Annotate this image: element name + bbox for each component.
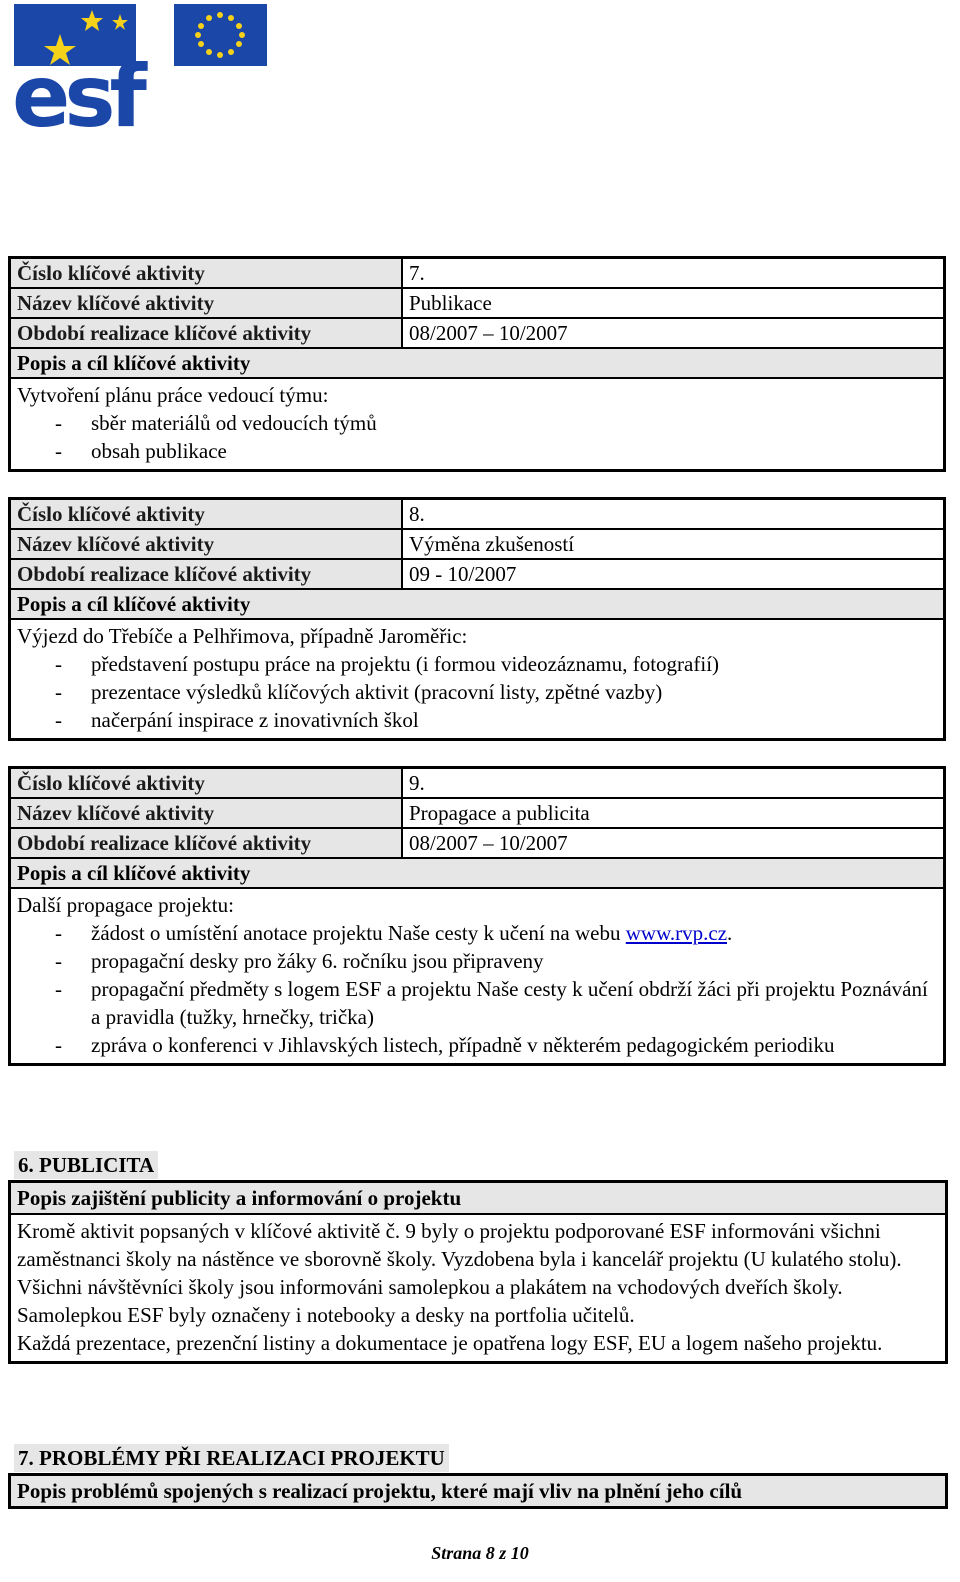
publicity-box [8,1180,948,1364]
label-name: Název klíčové aktivity [11,289,403,317]
activity-number: 8. [409,502,425,526]
section-6-title: 6. PUBLICITA [14,1151,158,1179]
list-item [17,919,937,947]
activity-table-9 [8,766,946,1066]
list-item: - načerpání inspirace z inovativních škol [17,706,937,734]
activity-description [11,379,943,469]
list-item: - sběr materiálů od vedoucích týmů [17,409,937,437]
item-end: . [727,921,733,945]
activity-number: 7. [409,261,425,285]
activity-name: Publikace [409,291,492,315]
activity-period: 08/2007 – 10/2007 [409,831,568,855]
rvp-link[interactable]: www.rvp.cz [625,921,728,945]
item-text: žádost o umístění anotace projektu Naše cesty k učení na webu [91,921,626,945]
activity-period: 08/2007 – 10/2007 [409,321,568,345]
section-7-title: 7. PROBLÉMY PŘI REALIZACI PROJEKTU [14,1444,449,1472]
esf-eu-logo [12,2,272,132]
paragraph: Kromě aktivit popsaných v klíčové aktivitě č. 9 byly o projektu podporované ESF informováni všichni zaměstnanci školy na nástěnce ve sborovně školy. Vyzdobena byla i kancelář projektu (U kulatého stolu). Všichni návštěvníci školy jsou informováni samolepkou a plakátem na vchodových dveřích školy. [17,1219,902,1299]
problems-heading: Popis problémů spojených s realizací projektu, které mají vliv na plnění jeho cílů [11,1476,945,1506]
problems-box [8,1473,948,1509]
page-footer: Strana 8 z 10 [431,1543,529,1563]
activity-table-8 [8,497,946,741]
label-period: Období realizace klíčové aktivity [11,829,403,857]
list-item: - zpráva o konferenci v Jihlavských listech, případně v některém pedagogickém periodiku [17,1031,937,1059]
label-name: Název klíčové aktivity [11,799,403,827]
label-desc: Popis a cíl klíčové aktivity [11,349,943,379]
activity-number: 9. [409,771,425,795]
desc-intro: Výjezd do Třebíče a Pelhřimova, případně Jaroměřic: [17,624,468,648]
desc-intro: Další propagace projektu: [17,893,234,917]
label-number: Číslo klíčové aktivity [11,500,403,528]
label-desc: Popis a cíl klíčové aktivity [11,859,943,889]
desc-intro: Vytvoření plánu práce vedoucí týmu: [17,383,329,407]
publicity-heading: Popis zajištění publicity a informování o projektu [11,1183,945,1215]
activity-description [11,889,943,1063]
label-period: Období realizace klíčové aktivity [11,560,403,588]
label-period: Období realizace klíčové aktivity [11,319,403,347]
list-item: - představení postupu práce na projektu (i formou videozáznamu, fotografií) [17,650,937,678]
list-item: - propagační desky pro žáky 6. ročníku jsou připraveny [17,947,937,975]
label-desc: Popis a cíl klíčové aktivity [11,590,943,620]
list-item: - propagační předměty s logem ESF a projektu Naše cesty k učení obdrží žáci při projektu Poznávání a pravidla (tužky, hrnečky, trička) [17,975,937,1031]
activity-name: Výměna zkušeností [409,532,575,556]
svg-text:esf: esf [12,47,141,132]
label-name: Název klíčové aktivity [11,530,403,558]
list-item: - obsah publikace [17,437,937,465]
label-number: Číslo klíčové aktivity [11,259,403,287]
activity-description [11,620,943,738]
paragraph: Samolepkou ESF byly označeny i notebooky a desky na portfolia učitelů. [17,1303,635,1327]
label-number: Číslo klíčové aktivity [11,769,403,797]
list-item: - prezentace výsledků klíčových aktivit (pracovní listy, zpětné vazby) [17,678,937,706]
publicity-text [11,1215,945,1361]
activity-period: 09 - 10/2007 [409,562,517,586]
activity-table-7 [8,256,946,472]
activity-name: Propagace a publicita [409,801,590,825]
paragraph: Každá prezentace, prezenční listiny a dokumentace je opatřena logy ESF, EU a logem našeho projektu. [17,1331,883,1355]
